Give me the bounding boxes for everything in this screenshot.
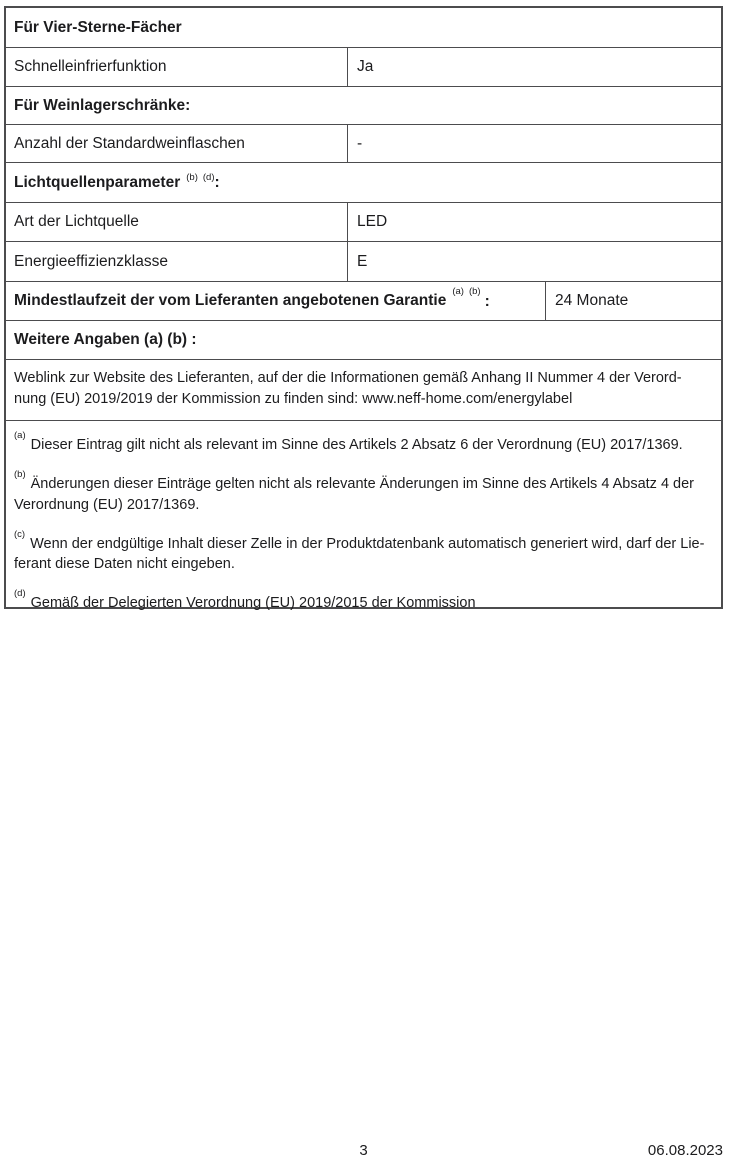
footnote-b-text: Änderungen dieser Einträge gelten nicht als relevante Änderungen im Sinne des Artikels 4 Absatz 4 der Verordnung (EU) 2017/1369. [14,475,695,513]
footnote-ref-d: (d) [202,172,215,183]
table-row-section-vier-sterne-faecher [6,8,721,47]
table-row-art-der-lichtquelle [6,202,721,241]
table-row-standardweinflaschen [6,124,721,162]
footnote-d-marker: (d) [14,588,26,600]
footnote-a [14,430,713,456]
page-footer [4,1142,723,1162]
label-schnelleinfrierfunktion: Schnelleinfrierfunktion [6,48,348,86]
footnote-d [14,588,713,614]
footnote-b-marker: (b) [14,468,26,480]
weblink-text: Weblink zur Website des Lieferanten, auf der die Informationen gemäß Anhang II Nummer 4 der Verord- nung (EU) 2019/2019 der Kommission zu finden sind: www.neff-home.com/energylabel [14,370,682,407]
label-standardweinflaschen: Anzahl der Standardweinflaschen [6,125,348,162]
page-number: 3 [359,1142,368,1159]
footnote-c [14,529,713,576]
footnote-ref-a: (a) [452,286,464,298]
lichtquellenparameter-colon: : [214,173,220,191]
footnote-ref-b2: (b) [468,286,481,298]
footnotes-block [6,421,721,612]
section-header-vier-sterne-faecher: Für Vier-Sterne-Fächer [14,18,182,36]
value-standardweinflaschen: - [357,134,363,152]
footnote-a-marker: (a) [14,430,26,441]
lichtquellenparameter-label: Lichtquellenparameter [14,173,181,191]
section-header-weinlagerschraenke: Für Weinlagerschränke: [14,96,191,114]
table-row-section-lichtquellenparameter [6,162,721,202]
table-row-garantie [6,281,721,320]
footer-date: 06.08.2023 [647,1142,723,1159]
footnote-b [14,469,713,516]
value-schnelleinfrierfunktion: Ja [357,58,374,75]
value-energieeffizienzklasse: E [357,252,368,270]
footnote-ref-b: (b) [186,172,198,183]
label-art-der-lichtquelle: Art der Lichtquelle [6,203,348,241]
footnote-a-text: Dieser Eintrag gilt nicht als relevant im Sinne des Artikels 2 Absatz 6 der Verordnung (EU) 2017/1369. [30,436,683,453]
footnote-d-text: Gemäß der Delegierten Verordnung (EU) 2019/2015 der Kommission [30,595,476,612]
table-row-schnelleinfrierfunktion [6,47,721,86]
section-header-weitere-angaben: Weitere Angaben (a) (b) : [14,331,197,348]
label-energieeffizienzklasse: Energieeffizienzklasse [6,242,348,281]
garantie-label: Mindestlaufzeit der vom Lieferanten angebotenen Garantie [14,292,447,310]
table-row-section-weitere-angaben [6,320,721,359]
label-garantie [6,282,546,320]
product-datasheet-table [4,6,723,612]
footnote-c-text: Wenn der endgültige Inhalt dieser Zelle in der Produktdatenbank automatisch generiert wird, darf der Lie- ferant diese Daten nicht eingeben. [14,535,705,573]
footnote-c-marker: (c) [14,528,26,540]
table-row-weblink [6,359,721,420]
table-row-energieeffizienzklasse [6,241,721,281]
value-art-der-lichtquelle: LED [357,213,388,230]
table-row-section-weinlagerschraenke [6,86,721,124]
table-row-footnotes [6,420,721,612]
value-garantie: 24 Monate [555,292,629,309]
section-header-lichtquellenparameter [6,163,721,202]
garantie-colon: : [484,292,490,310]
